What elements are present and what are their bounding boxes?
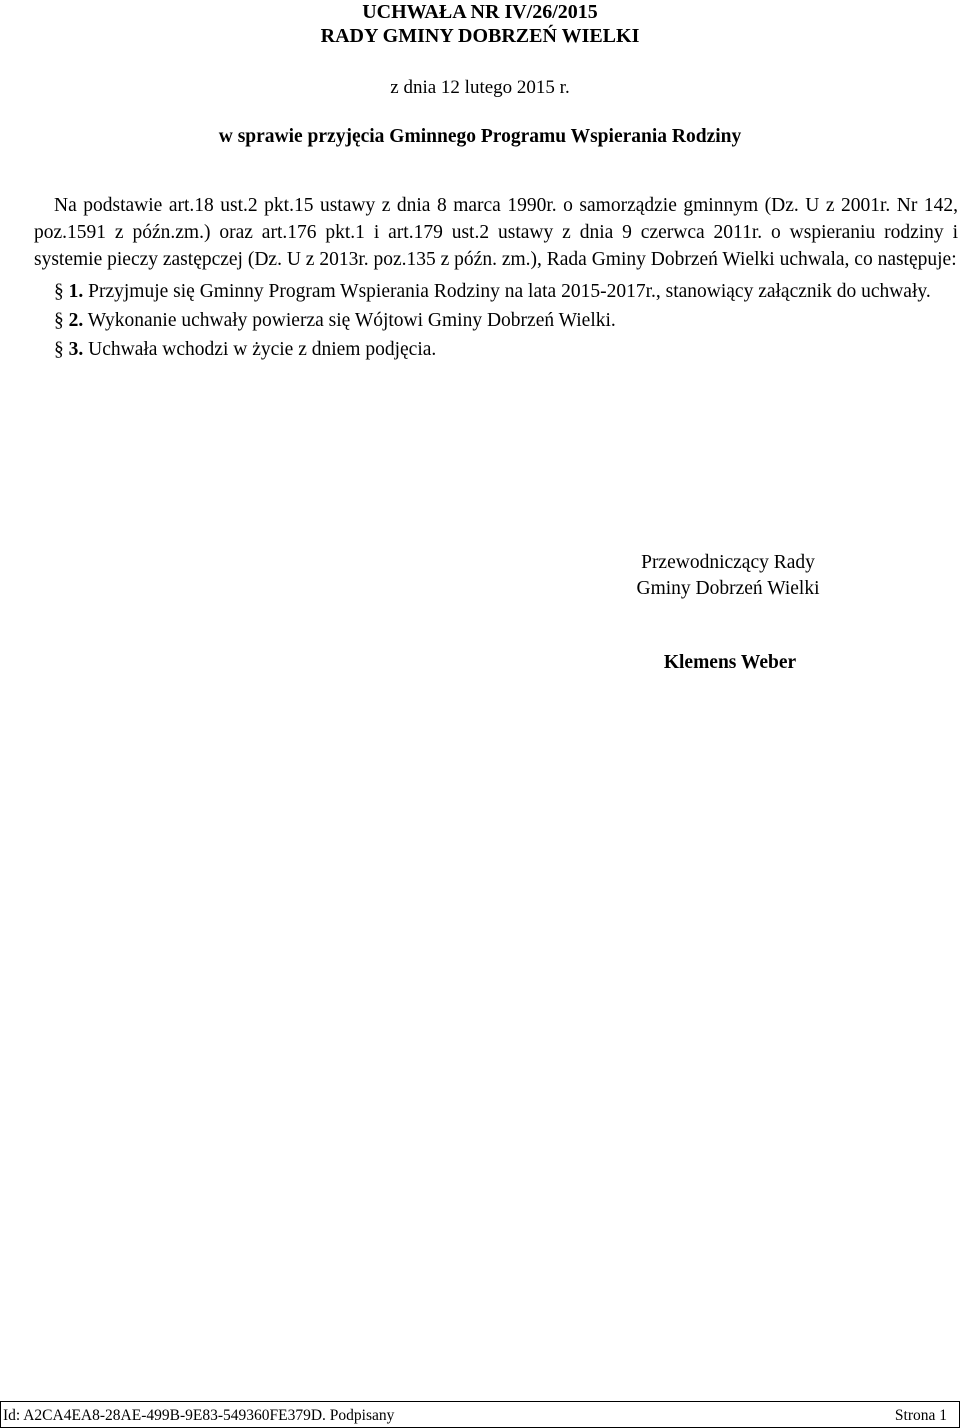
paragraph-text: Wykonanie uchwały powierza się Wójtowi Gminy Dobrzeń Wielki.: [87, 310, 616, 331]
preamble: Na podstawie art.18 ust.2 pkt.15 ustawy z dnia 8 marca 1990r. o samorządzie gminnym (Dz. U z 2001r. Nr 142, poz.1591 z późn.zm.) oraz art.176 pkt.1 i art.179 ust.2 ustawy z dnia 9 czerwca 2011r. o wspieraniu rodziny i systemie pieczy zastępczej (Dz. U z 2013r. poz.135 z późn. zm.), Rada Gminy Dobrzeń Wielki uchwala, co następuje:: [34, 195, 958, 270]
signatory-name: Klemens Weber: [663, 652, 797, 673]
section-symbol-icon: §: [54, 339, 64, 360]
paragraph-number: 3.: [68, 339, 84, 360]
paragraph-2: [34, 307, 958, 334]
paragraph-1: [34, 278, 958, 305]
signature-role-line1: Przewodniczący Rady: [641, 552, 815, 573]
paragraph-3: [34, 336, 958, 363]
document-body: [34, 192, 958, 363]
resolution-subject: w sprawie przyjęcia Gminnego Programu Wspierania Rodziny: [218, 126, 742, 147]
paragraph-text: Uchwała wchodzi w życie z dniem podjęcia.: [88, 339, 437, 360]
paragraph-text: Przyjmuje się Gminny Program Wspierania Rodziny na lata 2015-2017r., stanowiący załącznik do uchwały.: [88, 281, 931, 302]
section-symbol-icon: §: [54, 310, 64, 331]
resolution-date: z dnia 12 lutego 2015 r.: [390, 77, 570, 98]
section-symbol-icon: §: [54, 281, 64, 302]
signature-role-line2: Gminy Dobrzeń Wielki: [636, 578, 820, 599]
document-id: Id: A2CA4EA8-28AE-499B-9E83-549360FE379D. Podpisany: [3, 1407, 395, 1424]
document-footer: [0, 1401, 960, 1428]
paragraph-number: 2.: [68, 310, 84, 331]
resolution-number: UCHWAŁA NR IV/26/2015: [362, 1, 598, 23]
council-name: RADY GMINY DOBRZEŃ WIELKI: [320, 25, 640, 47]
paragraph-number: 1.: [68, 281, 84, 302]
page-number: Strona 1: [894, 1407, 947, 1424]
